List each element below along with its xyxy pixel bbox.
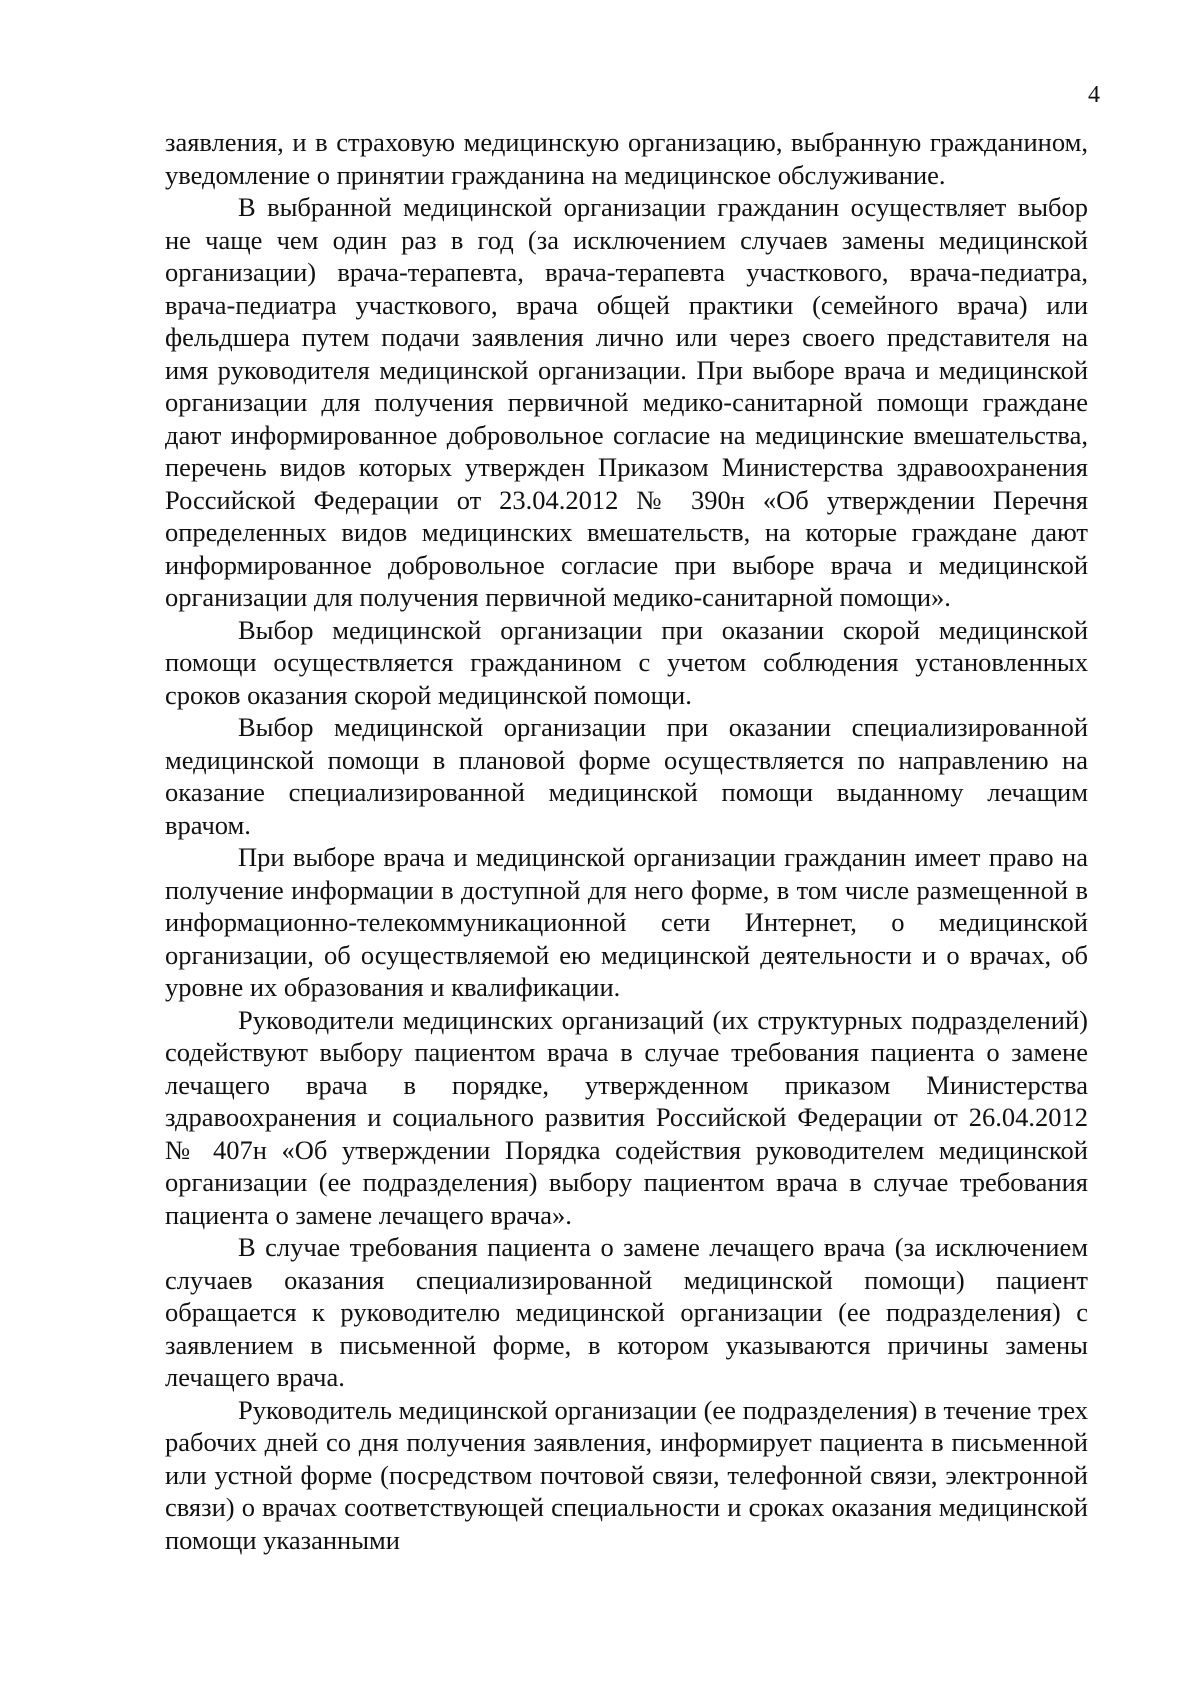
- paragraph-replacement-request: В случае требования пациента о замене лечащего врача (за исключением случаев оказания специализированной медицинской помощи) пациент обращается к руководителю медицинской организации (ее подразделения) с заявлением в письменной форме, в котором указываются причины замены лечащего врача.: [165, 1232, 1088, 1392]
- paragraph-head-response: Руководитель медицинской организации (ее подразделения) в течение трех рабочих дней со дня получения заявления, информирует пациента в письменной или устной форме (посредством почтовой связи, телефонной связи, электронной связи) о врачах соответствующей специальности и сроках оказания медицинской помощи указанными: [165, 1394, 1088, 1555]
- paragraph-continuation: заявления, и в страховую медицинскую организацию, выбранную гражданином, уведомление о принятии гражданина на медицинское обслуживание.: [165, 127, 1088, 190]
- paragraph-right-to-information: При выборе врача и медицинской организации гражданин имеет право на получение информации в доступной для него форме, в том числе размещенной в информационно-телекоммуникационной сети Интернет, о медицинской организации, об осуществляемой ею медицинской деятельности и о врачах, об уровне их образования и квалификации.: [165, 842, 1088, 1002]
- paragraph-specialized-care: Выбор медицинской организации при оказании специализированной медицинской помощи в плановой форме осуществляется по направлению на оказание специализированной медицинской помощи выданному лечащим врачом.: [165, 712, 1088, 840]
- paragraph-choice-of-doctor: В выбранной медицинской организации гражданин осуществляет выбор не чаще чем один раз в год (за исключением случаев замены медицинской организации) врача-терапевта, врача-терапевта участкового, врача-педиатра, врача-педиатра участкового, врача общей практики (семейного врача) или фельдшера путем подачи заявления лично или через своего представителя на имя руководителя медицинской организации. При выборе врача и медицинской организации для получения первичной медико-санитарной помощи граждане дают информированное добровольное согласие на медицинские вмешательства, перечень видов которых утвержден Приказом Министерства здравоохранения Российской Федерации от 23.04.2012 № 390н «Об утверждении Перечня определенных видов медицинских вмешательств, на которые граждане дают информированное добровольное согласие при выборе врача и медицинской организации для получения первичной медико-санитарной помощи».: [165, 192, 1088, 612]
- paragraph-heads-assistance: Руководители медицинских организаций (их структурных подразделений) содействуют выбору пациентом врача в случае требования пациента о замене лечащего врача в порядке, утвержденном приказом Министерства здравоохранения и социального развития Российской Федерации от 26.04.2012 № 407н «Об утверждении Порядка содействия руководителем медицинской организации (ее подразделения) выбору пациентом врача в случае требования пациента о замене лечащего врача».: [165, 1004, 1088, 1230]
- document-body: [165, 126, 1088, 1556]
- paragraph-emergency-care: Выбор медицинской организации при оказании скорой медицинской помощи осуществляется гражданином с учетом соблюдения установленных сроков оказания скорой медицинской помощи.: [165, 614, 1088, 710]
- page-number: 4: [1088, 82, 1100, 108]
